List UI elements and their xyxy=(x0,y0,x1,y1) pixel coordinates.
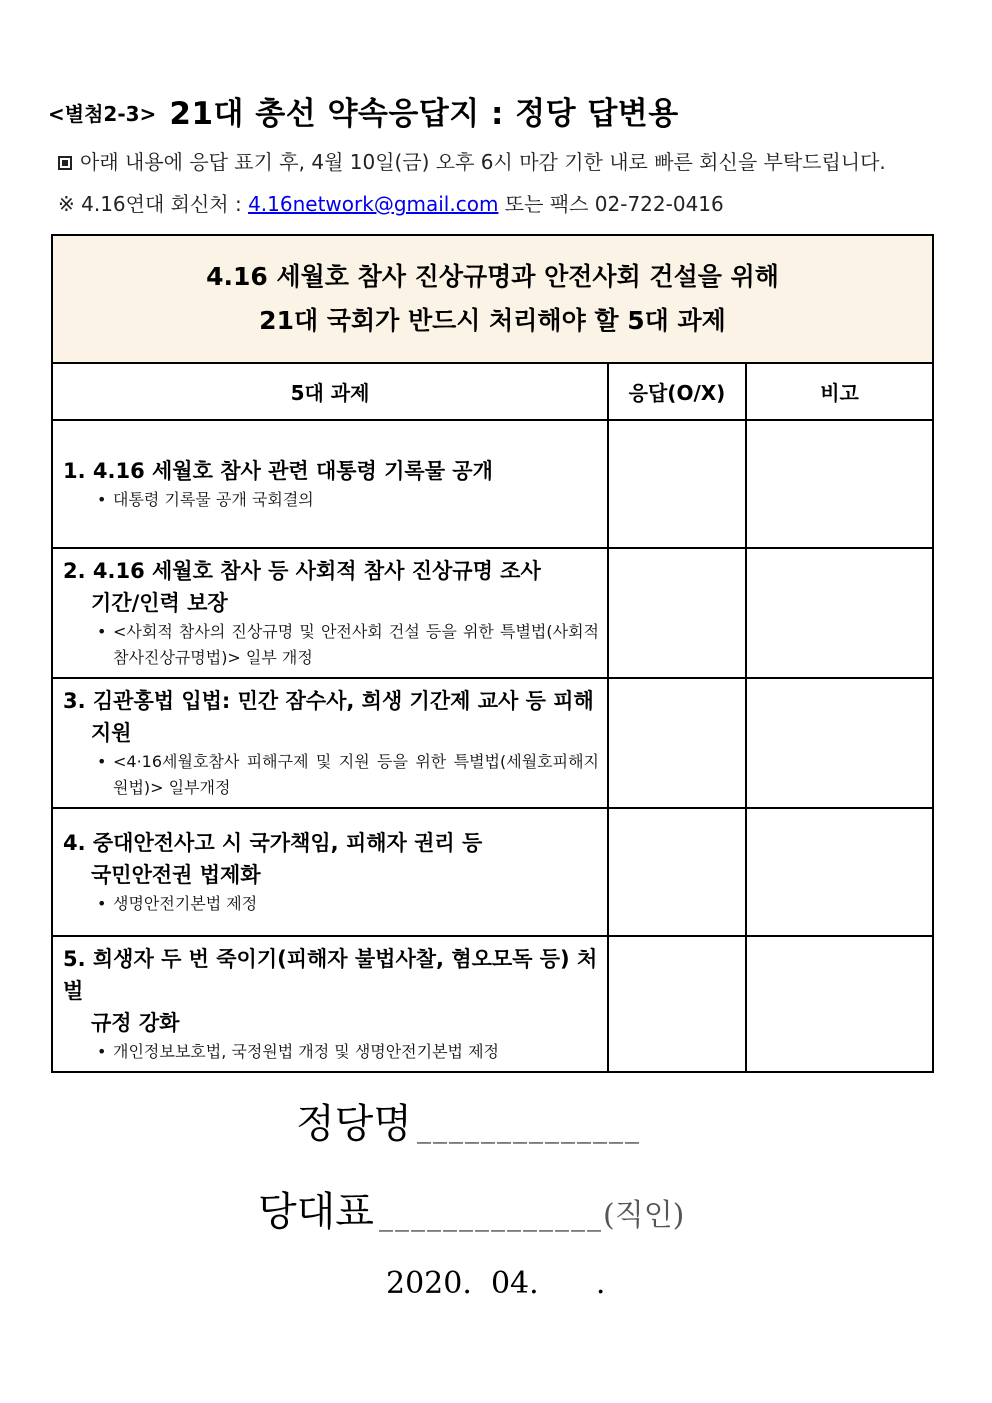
bullet-icon: • xyxy=(97,622,107,641)
task-detail xyxy=(63,749,599,801)
task-cell xyxy=(52,808,608,936)
contact-email-link[interactable]: 4.16network@gmail.com xyxy=(248,192,499,216)
task-detail-text: 대통령 기록물 공개 국회결의 xyxy=(113,490,314,509)
column-header-response: 응답(O/X) xyxy=(608,363,746,420)
table-title xyxy=(52,235,933,363)
response-cell[interactable] xyxy=(608,420,746,548)
bullet-icon: • xyxy=(97,1042,107,1061)
document-heading xyxy=(48,88,679,133)
note-cell[interactable] xyxy=(746,936,933,1072)
task-detail-text: 개인정보보호법, 국정원법 개정 및 생명안전기본법 제정 xyxy=(113,1042,500,1061)
task-detail xyxy=(63,891,599,917)
task-detail-text: <4·16세월호참사 피해구제 및 지원 등을 위한 특별법(세월호피해지원법)> 일부개정 xyxy=(113,752,599,797)
representative-label: 당대표 xyxy=(258,1189,374,1235)
task-title xyxy=(63,555,599,619)
table-row xyxy=(52,678,933,808)
party-name-blank[interactable]: ______________ xyxy=(417,1111,642,1144)
party-name-line xyxy=(296,1092,641,1149)
representative-line xyxy=(258,1180,684,1237)
contact-line xyxy=(58,188,724,217)
response-cell[interactable] xyxy=(608,678,746,808)
response-cell[interactable] xyxy=(608,936,746,1072)
table-row xyxy=(52,548,933,678)
task-title-line1: 4. 중대안전사고 시 국가책임, 피해자 권리 등 xyxy=(63,831,483,855)
note-cell[interactable] xyxy=(746,808,933,936)
task-title-line2: 기간/인력 보장 xyxy=(91,591,228,615)
task-detail-text: <사회적 참사의 진상규명 및 안전사회 건설 등을 위한 특별법(사회적참사진상규명법)> 일부 개정 xyxy=(113,622,599,667)
task-title xyxy=(63,827,599,891)
column-header-task: 5대 과제 xyxy=(52,363,608,420)
task-detail xyxy=(63,487,599,513)
representative-blank[interactable]: ______________ xyxy=(379,1199,604,1232)
task-title-line2: 규정 강화 xyxy=(91,1011,180,1035)
note-cell[interactable] xyxy=(746,548,933,678)
task-detail xyxy=(63,1039,599,1065)
task-cell xyxy=(52,936,608,1072)
note-cell[interactable] xyxy=(746,420,933,548)
task-cell xyxy=(52,548,608,678)
task-title-line1: 5. 희생자 두 번 죽이기(피해자 불법사찰, 혐오모독 등) 처벌 xyxy=(63,947,598,1003)
bullet-icon: • xyxy=(97,752,107,771)
official-seal-label: (직인) xyxy=(603,1198,685,1233)
note-cell[interactable] xyxy=(746,678,933,808)
contact-prefix: ※ 4.16연대 회신처 : xyxy=(58,192,249,216)
party-name-label: 정당명 xyxy=(296,1101,412,1147)
task-detail-text: 생명안전기본법 제정 xyxy=(113,894,258,913)
task-title: 1. 4.16 세월호 참사 관련 대통령 기록물 공개 xyxy=(63,459,493,483)
table-title-line2: 21대 국회가 반드시 처리해야 할 5대 과제 xyxy=(259,306,726,335)
attachment-label: <별첨2-3> xyxy=(48,102,157,126)
notice-line xyxy=(58,146,886,175)
square-bullet-icon xyxy=(58,156,72,170)
bullet-icon: • xyxy=(97,894,107,913)
task-cell xyxy=(52,678,608,808)
task-title xyxy=(63,943,599,1039)
notice-text: 아래 내용에 응답 표기 후, 4월 10일(금) 오후 6시 마감 기한 내로 빠른 회신을 부탁드립니다. xyxy=(80,150,886,174)
table-title-line1: 4.16 세월호 참사 진상규명과 안전사회 건설을 위해 xyxy=(206,262,779,291)
task-cell xyxy=(52,420,608,548)
task-detail xyxy=(63,619,599,671)
response-cell[interactable] xyxy=(608,808,746,936)
task-title: 3. 김관홍법 입법: 민간 잠수사, 희생 기간제 교사 등 피해지원 xyxy=(63,689,594,745)
table-row xyxy=(52,936,933,1072)
table-row xyxy=(52,420,933,548)
task-title-line2: 국민안전권 법제화 xyxy=(91,863,261,887)
document-title: 21대 총선 약속응답지 : 정당 답변용 xyxy=(169,96,679,132)
contact-suffix: 또는 팩스 02-722-0416 xyxy=(498,192,724,216)
response-cell[interactable] xyxy=(608,548,746,678)
date-line: 2020. 04. . xyxy=(386,1266,606,1301)
bullet-icon: • xyxy=(97,490,107,509)
table-row xyxy=(52,808,933,936)
tasks-table xyxy=(51,234,934,1073)
column-header-note: 비고 xyxy=(746,363,933,420)
task-title-line1: 2. 4.16 세월호 참사 등 사회적 참사 진상규명 조사 xyxy=(63,559,541,583)
